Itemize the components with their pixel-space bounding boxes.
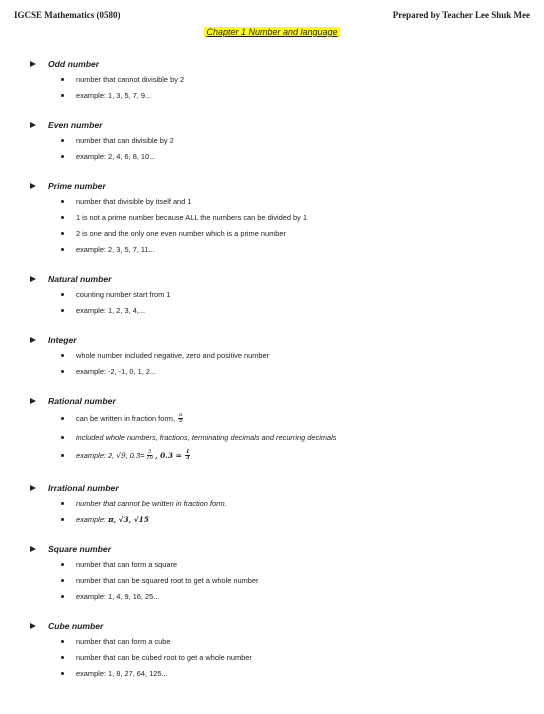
list-item	[28, 665, 528, 681]
chapter-title	[0, 27, 544, 37]
bullet-dot-icon	[61, 518, 64, 521]
arrow-bullet-icon	[30, 122, 36, 128]
list-item	[28, 633, 528, 649]
section-irrational-number	[28, 480, 528, 527]
section-heading	[28, 271, 528, 286]
section-heading	[28, 56, 528, 71]
section-title: Odd number	[48, 58, 100, 69]
section-prime-number	[28, 178, 528, 257]
list-item	[28, 511, 528, 527]
section-heading	[28, 618, 528, 633]
list-item	[28, 445, 528, 466]
bullet-dot-icon	[61, 354, 64, 357]
list-item-text: , 0.3=	[125, 451, 145, 460]
arrow-bullet-icon	[30, 276, 36, 282]
bullet-dot-icon	[61, 200, 64, 203]
list-item-text: , 0.3 =	[155, 451, 182, 460]
list-item-text: 2 is one and the only one even number which is a prime number	[76, 228, 286, 238]
author-credit: Prepared by Teacher Lee Shuk Mee	[392, 10, 530, 20]
document-body	[28, 56, 528, 681]
list-item	[28, 87, 528, 103]
section-title: Irrational number	[48, 482, 119, 493]
arrow-bullet-icon	[30, 398, 36, 404]
list-item-text: number that cannot divisible by 2	[76, 74, 185, 84]
list-item-text: number that can form a square	[76, 559, 178, 569]
fraction-1-over-3: $\frac{1}{3}$	[185, 448, 190, 461]
list-item	[28, 649, 528, 665]
bullet-dot-icon	[61, 139, 64, 142]
list-item	[28, 588, 528, 604]
list-item-text: example: 1, 3, 5, 7, 9...	[76, 90, 152, 100]
list-item	[28, 286, 528, 302]
list-item	[28, 209, 528, 225]
bullet-dot-icon	[61, 216, 64, 219]
list-item-text: example: 2, 4, 6, 8, 10...	[76, 151, 156, 161]
list-item-text: example: 1, 8, 27, 64, 125...	[76, 668, 168, 678]
arrow-bullet-icon	[30, 623, 36, 629]
math-expression: π, √3, √15	[108, 514, 149, 524]
list-item	[28, 225, 528, 241]
list-item-text: example: 2, 3, 5, 7, 11...	[76, 244, 155, 254]
bullet-dot-icon	[61, 232, 64, 235]
section-heading	[28, 480, 528, 495]
list-item	[28, 302, 528, 318]
bullet-dot-icon	[61, 454, 64, 457]
list-item	[28, 193, 528, 209]
bullet-dot-icon	[61, 370, 64, 373]
bullet-dot-icon	[61, 579, 64, 582]
section-title: Cube number	[48, 620, 104, 631]
bullet-dot-icon	[61, 436, 64, 439]
section-heading	[28, 178, 528, 193]
list-item-text: example: -2, -1, 0, 1, 2...	[76, 366, 157, 376]
course-title: IGCSE Mathematics (0580)	[14, 10, 121, 20]
list-item-text: example: 1, 4, 9, 16, 25...	[76, 591, 160, 601]
section-odd-number	[28, 56, 528, 103]
section-cube-number	[28, 618, 528, 681]
sqrt-expression: √9	[116, 451, 126, 460]
chapter-title-text: Chapter 1 Number and language	[206, 27, 338, 37]
bullet-dot-icon	[61, 94, 64, 97]
section-title: Even number	[48, 119, 103, 130]
list-item-text: number that divisible by itself and 1	[76, 196, 192, 206]
list-item-text: example:	[76, 514, 106, 524]
list-item-text: number that cannot be written in fraction form.	[76, 498, 227, 508]
list-item-text: whole number included negative, zero and positive number	[76, 350, 270, 360]
list-item-text: counting number start from 1	[76, 289, 171, 299]
list-item	[28, 495, 528, 511]
bullet-dot-icon	[61, 672, 64, 675]
list-item	[28, 572, 528, 588]
list-item	[28, 71, 528, 87]
bullet-dot-icon	[61, 309, 64, 312]
bullet-dot-icon	[61, 563, 64, 566]
list-item	[28, 408, 528, 429]
section-heading	[28, 541, 528, 556]
arrow-bullet-icon	[30, 546, 36, 552]
list-item-text: example: 2,	[76, 451, 115, 460]
arrow-bullet-icon	[30, 337, 36, 343]
bullet-dot-icon	[61, 248, 64, 251]
list-item-text: number that can be squared root to get a whole number	[76, 575, 259, 585]
page-header	[14, 10, 530, 24]
fraction-a-over-b: $\frac{a}{b}$	[179, 411, 183, 424]
arrow-bullet-icon	[30, 61, 36, 67]
list-item-text: included whole numbers, fractions, terminating decimals and recurring decimals	[76, 432, 337, 442]
list-item-text: number that can be cubed root to get a whole number	[76, 652, 252, 662]
section-heading	[28, 117, 528, 132]
bullet-dot-icon	[61, 155, 64, 158]
list-item	[28, 347, 528, 363]
arrow-bullet-icon	[30, 183, 36, 189]
section-heading	[28, 393, 528, 408]
bullet-dot-icon	[61, 293, 64, 296]
bullet-dot-icon	[61, 502, 64, 505]
section-title: Natural number	[48, 273, 112, 284]
section-rational-number	[28, 393, 528, 466]
section-integer	[28, 332, 528, 379]
section-title: Integer	[48, 334, 77, 345]
list-item	[28, 556, 528, 572]
section-title: Prime number	[48, 180, 106, 191]
list-item	[28, 241, 528, 257]
arrow-bullet-icon	[30, 485, 36, 491]
list-item	[28, 429, 528, 445]
list-item-text: can be written in fraction form,	[76, 414, 175, 423]
section-heading	[28, 332, 528, 347]
fraction-3-over-10: $\frac{3}{10}$	[146, 448, 154, 461]
bullet-dot-icon	[61, 595, 64, 598]
list-item-text: number that can divisible by 2	[76, 135, 174, 145]
list-item	[28, 132, 528, 148]
bullet-dot-icon	[61, 640, 64, 643]
section-natural-number	[28, 271, 528, 318]
list-item	[28, 363, 528, 379]
section-square-number	[28, 541, 528, 604]
bullet-dot-icon	[61, 78, 64, 81]
list-item-text: number that can form a cube	[76, 636, 171, 646]
list-item-text: example: 1, 2, 3, 4,...	[76, 305, 146, 315]
section-title: Square number	[48, 543, 112, 554]
section-title: Rational number	[48, 395, 116, 406]
list-item-text: 1 is not a prime number because ALL the numbers can be divided by 1	[76, 212, 308, 222]
list-item	[28, 148, 528, 164]
bullet-dot-icon	[61, 417, 64, 420]
section-even-number	[28, 117, 528, 164]
bullet-dot-icon	[61, 656, 64, 659]
